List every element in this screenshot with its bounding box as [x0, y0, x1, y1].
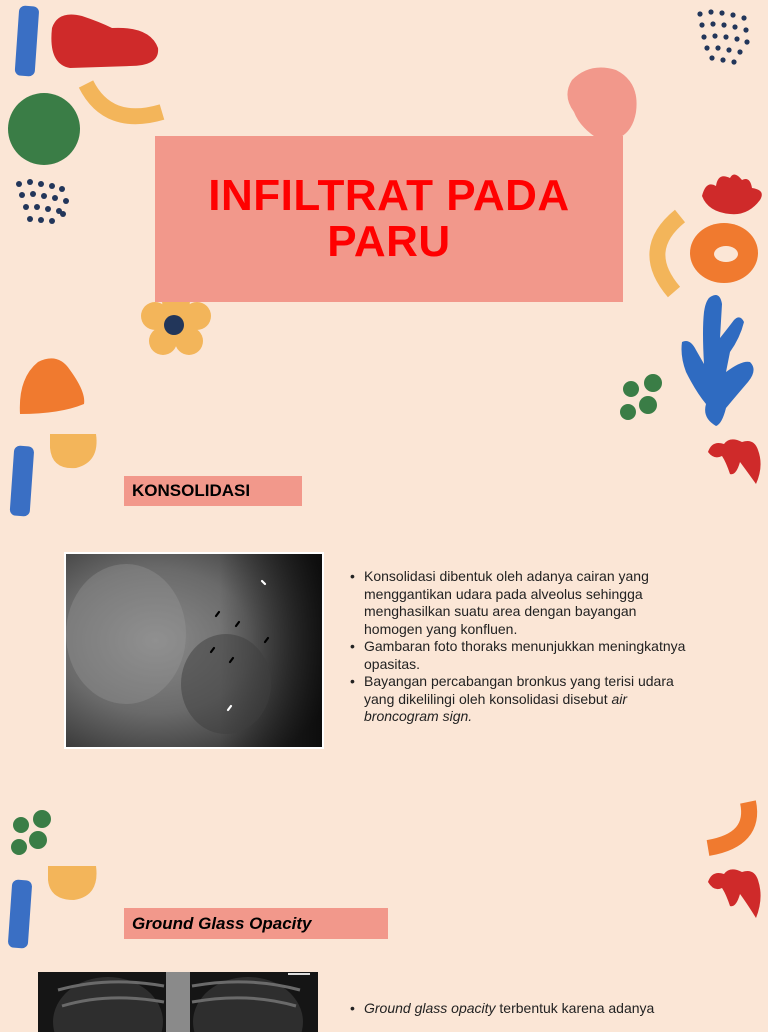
green-dots-shape [11, 810, 51, 855]
red-blob-shape [51, 15, 158, 69]
dot-cluster-shape [16, 179, 69, 224]
blue-stroke-shape [15, 5, 40, 76]
title-line-1: INFILTRAT PADA [208, 171, 570, 220]
yellow-arc-shape [86, 84, 162, 116]
coral-shape [682, 295, 754, 426]
yellow-arc-shape [657, 216, 680, 292]
bullet-list-konsolidasi [348, 568, 698, 726]
yellow-half-circle-shape [50, 434, 97, 468]
section-label-ggo [124, 908, 388, 939]
green-circle-shape [8, 93, 80, 165]
red-leaf-shape [702, 174, 762, 214]
section-label-text: Ground Glass Opacity [132, 913, 312, 933]
section-label-text: KONSOLIDASI [132, 481, 251, 500]
orange-half-circle-shape [20, 358, 84, 414]
blue-stroke-shape [10, 445, 35, 516]
red-leaf-shape [708, 439, 761, 484]
list-item [348, 638, 698, 673]
bullet-text: Bayangan percabangan bronkus yang terisi udara yang dikelilingi oleh konsolidasi disebut [364, 673, 674, 707]
list-item [348, 673, 698, 726]
blue-stroke-shape [8, 879, 33, 948]
pink-blob-shape [567, 68, 636, 140]
title-box [155, 136, 623, 302]
dot-cluster-shape [697, 9, 749, 64]
list-item [348, 568, 698, 638]
list-item [348, 1000, 698, 1018]
red-leaf-shape [708, 869, 761, 918]
bullet-text: terbentuk karena adanya [495, 1000, 655, 1016]
bullet-text: Konsolidasi dibentuk oleh adanya cairan yang menggantikan udara pada alveolus sehingga menghasilkan suatu area dengan bayangan homogen yang konfluen. [364, 568, 649, 637]
xray-image-ggo [38, 972, 318, 1032]
section-label-konsolidasi [124, 476, 302, 506]
bullet-text: Gambaran foto thoraks menunjukkan meningkatnya opasitas. [364, 638, 686, 672]
bullet-italic-text: Ground glass opacity [364, 1000, 496, 1016]
page-title [208, 173, 569, 265]
bullet-list-ggo [348, 1000, 698, 1018]
bullet-italic-text: air broncogram sign. [364, 690, 628, 724]
orange-half-circle-shape [708, 802, 749, 848]
green-dots-shape [620, 374, 662, 420]
title-line-2: PARU [327, 217, 451, 266]
xray-image-konsolidasi [64, 552, 324, 749]
yellow-half-circle-shape [48, 866, 97, 900]
